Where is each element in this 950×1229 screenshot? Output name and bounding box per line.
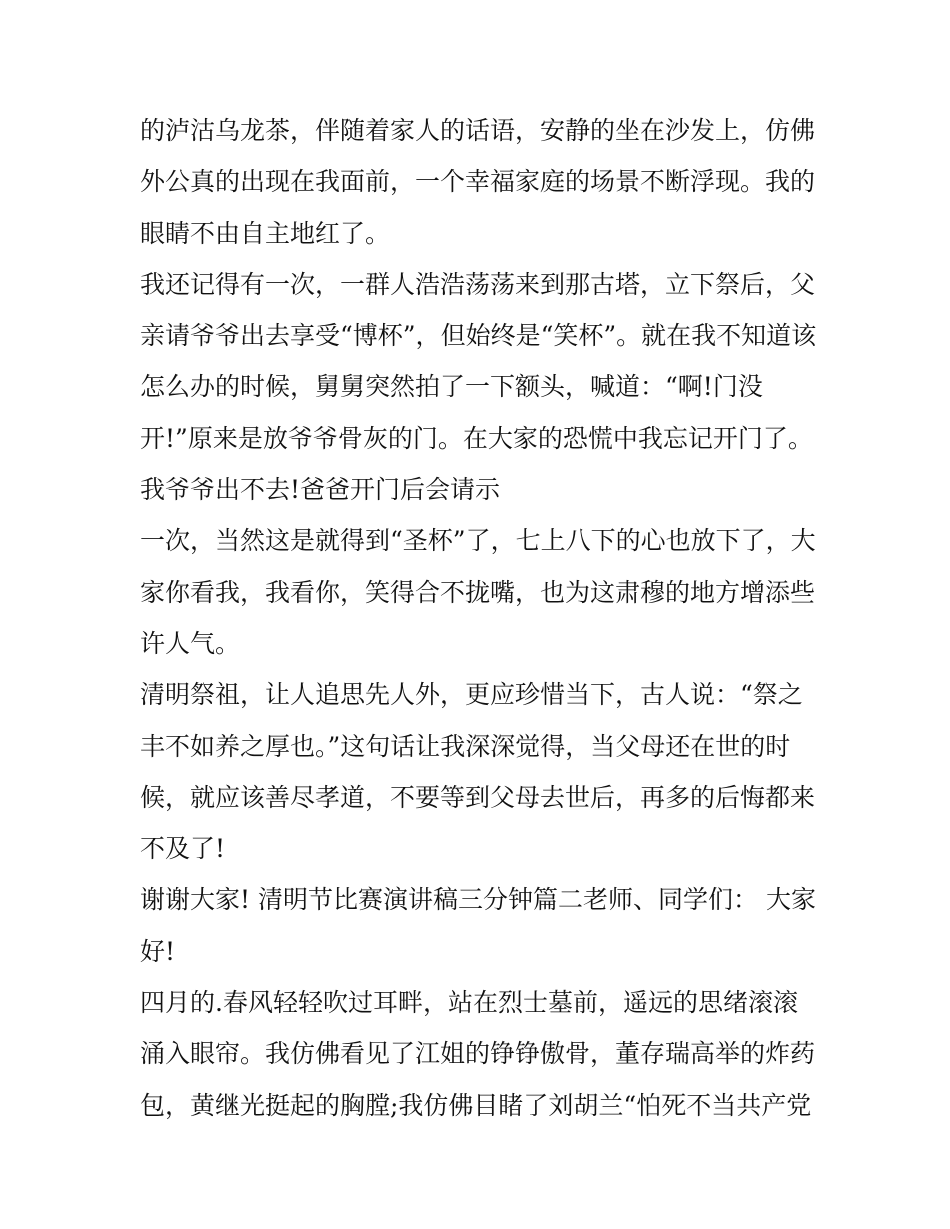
- text-line: 包，黄继光挺起的胸膛;我仿佛目睹了刘胡兰“怕死不当共产党: [140, 1090, 812, 1120]
- text-line: 丰不如养之厚也。”这句话让我深深觉得，当父母还在世的时: [140, 731, 791, 761]
- text-line: 许人气。: [140, 628, 241, 658]
- text-line: 我还记得有一次，一群人浩浩荡荡来到那古塔，立下祭后，父: [140, 269, 816, 299]
- text-line: 一次，当然这是就得到“圣杯”了，七上八下的心也放下了，大: [140, 526, 816, 556]
- text-line: 家你看我，我看你，笑得合不拢嘴，也为这肃穆的地方增添些: [140, 577, 816, 607]
- text-line: 清明祭祖，让人追思先人外，更应珍惜当下，古人说：“祭之: [140, 680, 803, 710]
- text-line: 四月的.春风轻轻吹过耳畔，站在烈士墓前，遥远的思绪滚滚: [140, 988, 798, 1018]
- text-line: 亲请爷爷出去享受“博杯”，但始终是“笑杯”。就在我不知道该: [140, 321, 817, 351]
- text-line: 眼睛不由自主地红了。: [140, 218, 391, 248]
- text-line: 不及了!: [140, 834, 226, 864]
- text-line: 怎么办的时候，舅舅突然拍了一下额头，喊道：“啊!门没: [140, 372, 763, 402]
- text-line: 谢谢大家! 清明节比赛演讲稿三分钟篇二老师、同学们： 大家: [140, 885, 816, 915]
- text-line: 的泸沽乌龙茶，伴随着家人的话语，安静的坐在沙发上，仿佛: [140, 116, 816, 145]
- text-line: 开!”原来是放爷爷骨灰的门。在大家的恐慌中我忘记开门了。: [140, 423, 813, 453]
- text-line: 涌入眼帘。我仿佛看见了江姐的铮铮傲骨，董存瑞高举的炸药: [140, 1039, 816, 1069]
- text-line: 外公真的出现在我面前，一个幸福家庭的场景不断浮现。我的: [140, 167, 816, 197]
- document-body: [140, 105, 820, 1131]
- text-line: 候，就应该善尽孝道，不要等到父母去世后，再多的后悔都来: [140, 782, 816, 812]
- text-line: 好!: [140, 936, 176, 966]
- text-line: 我爷爷出不去!爸爸开门后会请示: [140, 475, 501, 505]
